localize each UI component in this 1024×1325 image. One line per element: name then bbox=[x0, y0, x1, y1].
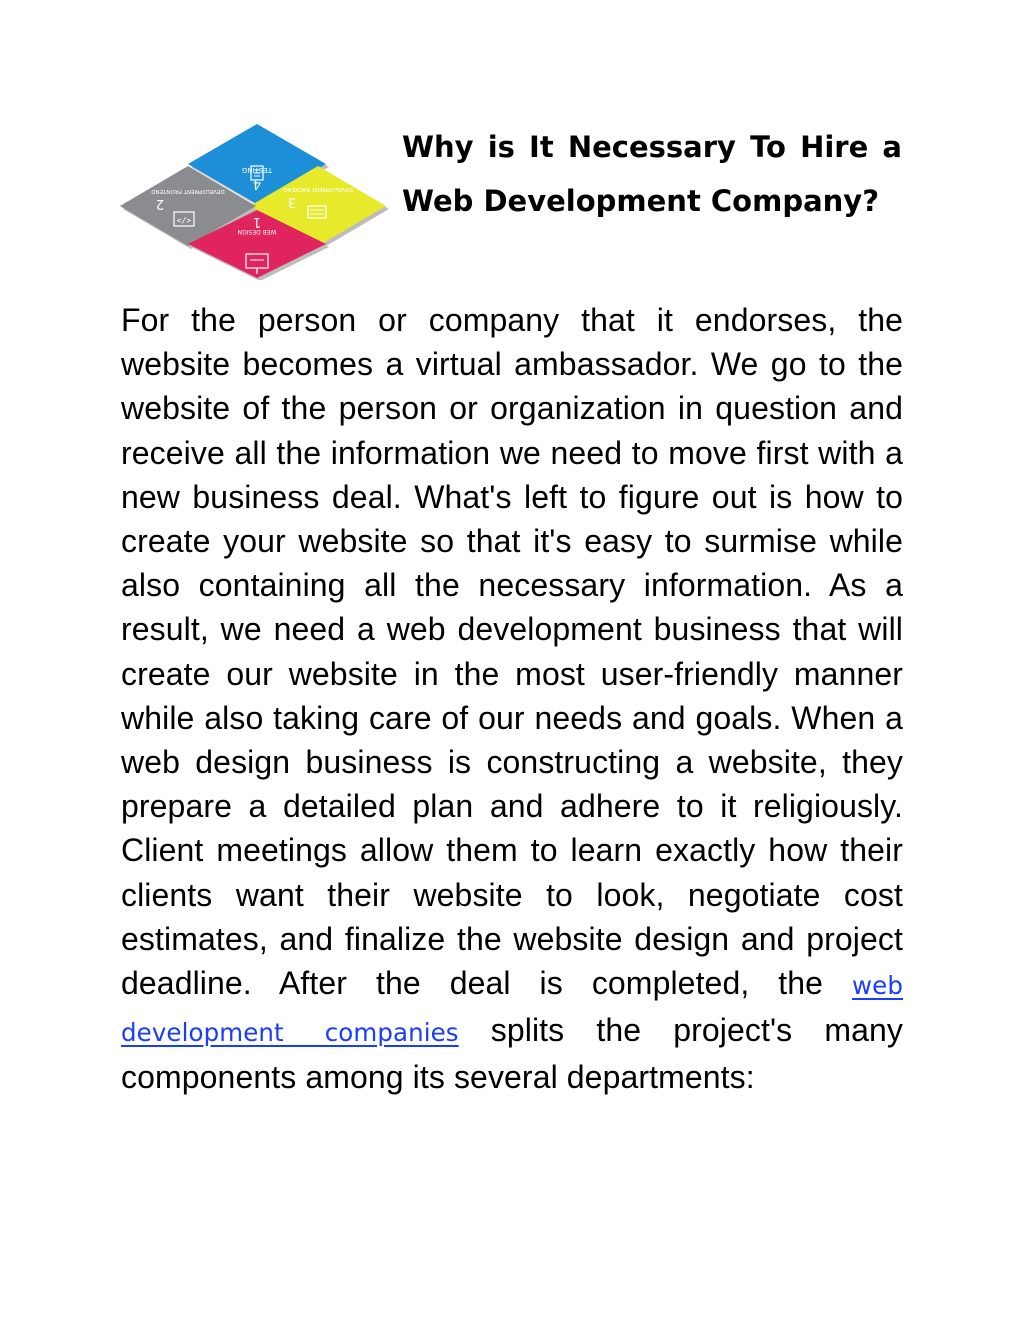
svg-text:</>: </> bbox=[176, 216, 192, 225]
body-paragraph bbox=[121, 298, 903, 1100]
quadrant-number-4: 4 bbox=[252, 176, 262, 191]
body-text-after-link: splits the project's many components among its several departments: bbox=[121, 1012, 904, 1096]
quadrant-label-web-design: WEB DESIGN bbox=[237, 228, 277, 235]
body-text-before-link: For the person or company that it endorses, the website becomes a virtual ambassador. We go to the website of the person or organization in question and receive all the information we need to move first with a new business deal. What's left to figure out is how to create your website so that it's easy to surmise while also containing all the necessary information. As a result, we need a web development business that will create our website in the most user-friendly manner while also taking care of our needs and goals. When a web design business is constructing a website, they prepare a detailed plan and adhere to it religiously. Client meetings allow them to learn exactly how their clients want their website to look, negotiate cost estimates, and finalize the website design and project deadline. After the deal is completed, the bbox=[121, 302, 903, 1002]
web-development-companies-link[interactable]: web development companies bbox=[121, 971, 903, 1048]
quadrant-number-2: 2 bbox=[155, 196, 165, 211]
quadrant-label-backend: DEVELOPMENT BACKEND bbox=[283, 186, 353, 192]
quadrant-label-testing: TESTING bbox=[241, 166, 273, 174]
quadrant-number-3: 3 bbox=[287, 194, 297, 209]
page-title: Why is It Necessary To Hire a Web Development Company? bbox=[402, 130, 902, 218]
web-development-process-diagram bbox=[120, 120, 388, 280]
quadrant-label-frontend: DEVELOPMENT FRONTEND bbox=[151, 188, 225, 194]
quadrant-number-1: 1 bbox=[252, 214, 262, 229]
